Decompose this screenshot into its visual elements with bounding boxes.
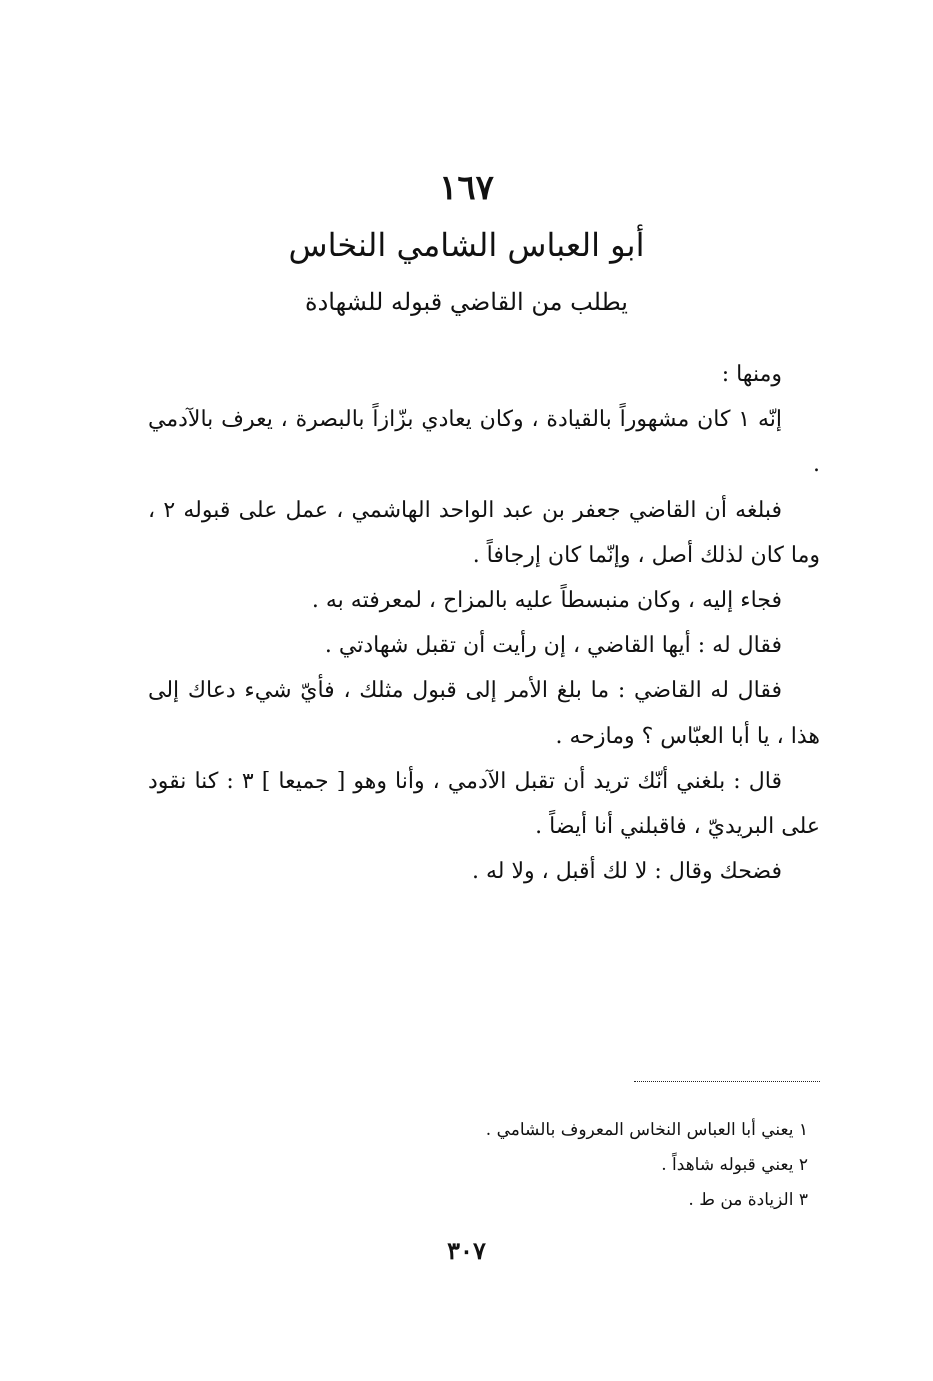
paragraph: فبلغه أن القاضي جعفر بن عبد الواحد الهاشمي ، عمل على قبوله ٢ ، وما كان لذلك أصل ، وإنّما كان إرجافاً . — [148, 497, 820, 568]
footnote: ١ يعني أبا العباس النخاس المعروف بالشامي . — [485, 1120, 808, 1140]
paragraph: فضحك وقال : لا لك أقبل ، ولا له . — [472, 859, 782, 885]
footnote: ٣ الزيادة من ط . — [688, 1190, 808, 1210]
body-text — [148, 352, 820, 894]
story-title: أبو العباس الشامي النخاس — [288, 226, 645, 264]
paragraph: ومنها : — [721, 362, 782, 387]
paragraph: قال : بلغني أنّك تريد أن تقبل الآدمي ، وأنا وهو [ جميعا ] ٣ : كنا نقود على البريديّ ، فاقبلني أنا أيضاً . — [148, 768, 820, 840]
story-subtitle: يطلب من القاضي قبوله للشهادة — [305, 288, 628, 316]
paragraph: إنّه ١ كان مشهوراً بالقيادة ، وكان يعادي بزّازاً بالبصرة ، يعرف بالآدمي . — [148, 407, 820, 478]
footnote-divider — [634, 1081, 820, 1082]
paragraph: فقال له القاضي : ما بلغ الأمر إلى قبول مثلك ، فأيّ شيء دعاك إلى هذا ، يا أبا العبّاس ؟ ومازحه . — [148, 678, 820, 749]
paragraph: فجاء إليه ، وكان منبسطاً عليه بالمزاح ، لمعرفته به . — [311, 588, 782, 614]
footnote: ٢ يعني قبوله شاهداً . — [661, 1155, 808, 1175]
page-number: ٣٠٧ — [447, 1236, 486, 1265]
paragraph: فقال له : أيها القاضي ، إن رأيت أن تقبل شهادتي . — [324, 633, 782, 659]
story-number: ١٦٧ — [439, 168, 494, 208]
footnotes — [400, 1113, 808, 1218]
